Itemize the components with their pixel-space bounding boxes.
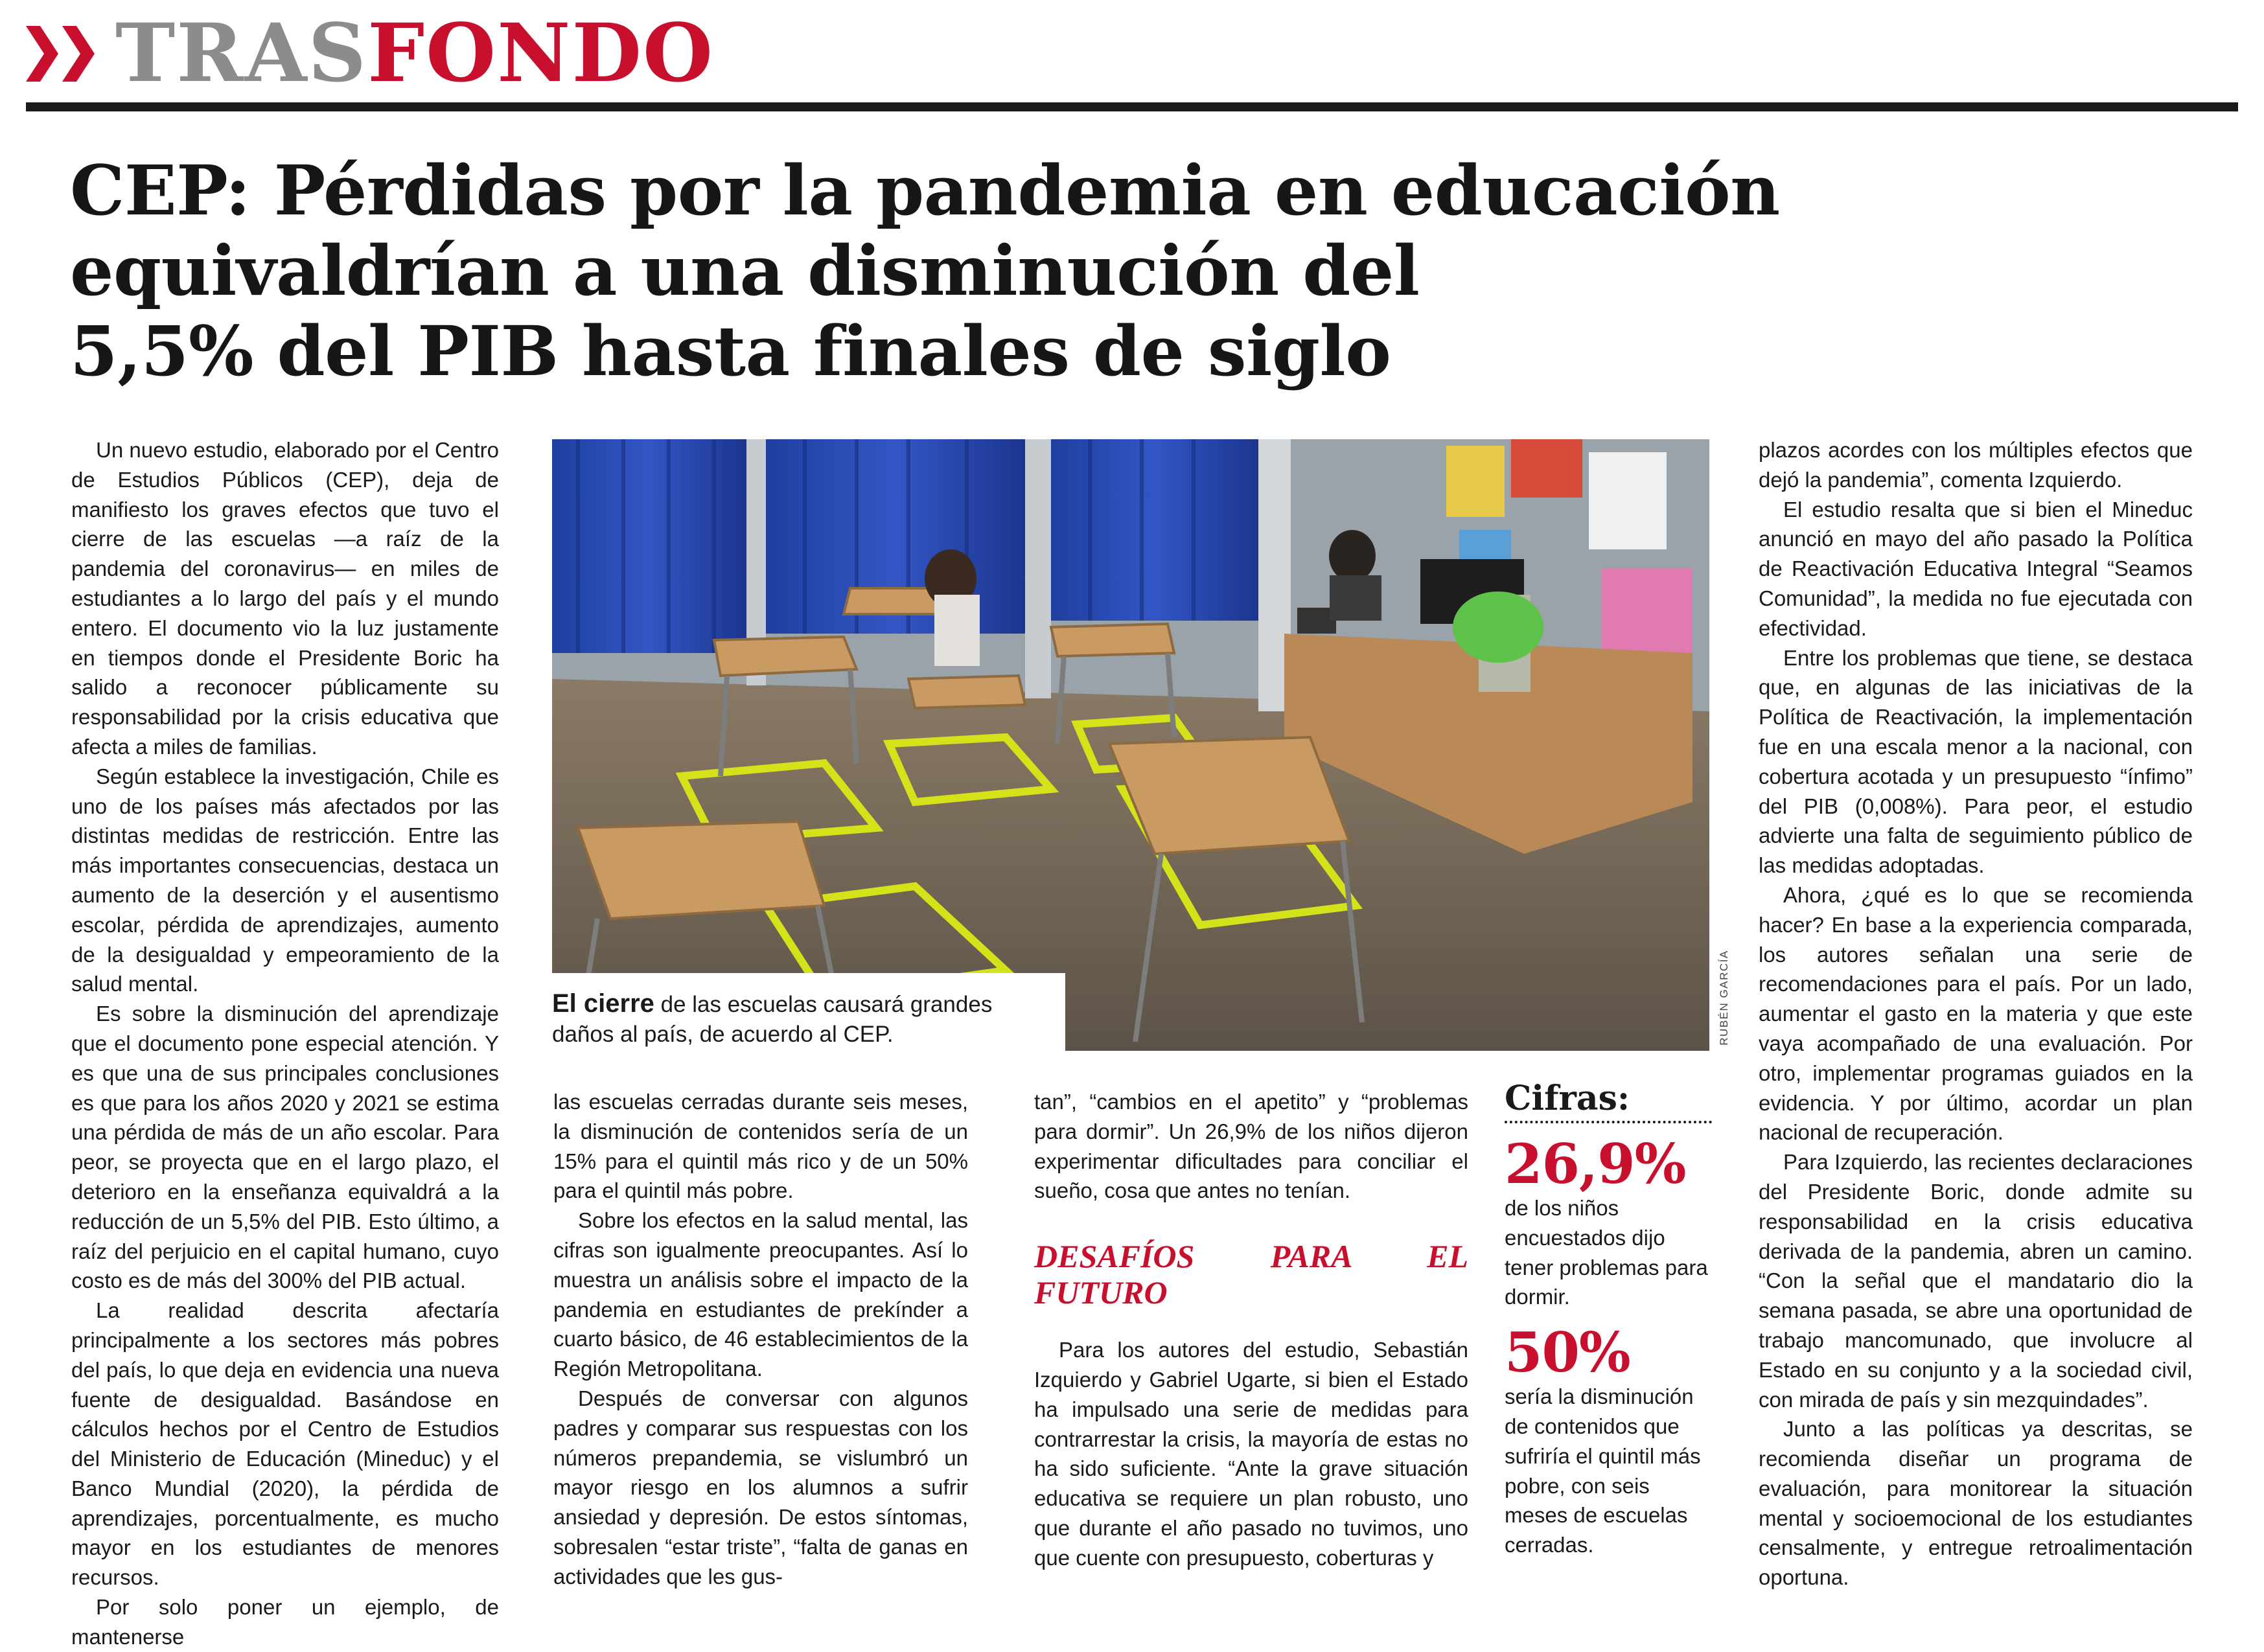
stat-description: sería la disminución de contenidos que sufriría el quintil más pobre, con seis meses de escuelas cerradas. xyxy=(1505,1384,1701,1557)
classroom-photo xyxy=(552,439,1709,1051)
paragraph: plazos acordes con los múltiples efectos que dejó la pandemia”, comenta Izquierdo. xyxy=(1759,438,2193,492)
body-column-1 xyxy=(71,435,499,1652)
paragraph: Según establece la investigación, Chile es uno de los países más afectados por las distintas medidas de restricción. Entre las más importantes consecuencias, destaca un aumento de la deserción y el ausentismo escolar, pérdida de aprendizajes, aumento de la desigualdad y empeoramiento de la salud mental. xyxy=(71,764,499,996)
photo-credit-text: RUBÉN GARCÍA xyxy=(1718,950,1730,1046)
paragraph: Por solo poner un ejemplo, de mantenerse xyxy=(71,1595,499,1649)
stat-value: 26,9% xyxy=(1505,1132,1686,1196)
headline xyxy=(70,150,1949,391)
paragraph: Entre los problemas que tiene, se destaca que, en algunas de las iniciativas de la Política de Reactivación, la implementación fue en una escala menor a la nacional, con cobertura acotada y un presupuesto “ínfimo” del PIB (0,008%). Para peor, el estudio advierte una falta de seguimiento público de las medidas adoptadas. xyxy=(1759,645,2193,878)
section-title-gray: TRAS xyxy=(115,6,368,100)
paragraph: Después de conversar con algunos padres y comparar sus respuestas con los números prepandemia, se vislumbró un mayor riesgo en los alumnos a sufrir ansiedad y depresión. De estos síntomas, sobresalen “estar triste”, “falta de ganas en actividades que les gus- xyxy=(553,1386,968,1589)
headline-line: CEP: Pérdidas por la pandemia en educación xyxy=(70,150,1780,231)
paragraph: Ahora, ¿qué es lo que se recomienda hacer? En base a la experiencia comparada, los autores señalan una serie de recomendaciones para el país. Por un lado, aumentar el gasto en la materia y que este vaya acompañado de una evaluación. Por otro, implementar programas guiados en la evidencia. Y por último, acordar un plan nacional de recuperación. xyxy=(1759,882,2193,1145)
body-column-3 xyxy=(1034,1087,1468,1573)
paragraph: Sobre los efectos en la salud mental, las cifras son igualmente preocupantes. Así lo muestra un análisis sobre el impacto de la pandemia en estudiantes de prekínder a cuarto básico, de 46 establecimientos de la Región Metropolitana. xyxy=(553,1208,968,1381)
paragraph: La realidad descrita afectaría principalmente a los sectores más pobres del país, lo que deja en evidencia una nueva fuente de desigualdad. Basándose en cálculos hechos por el Centro de Estudios del Ministerio de Educación (Mineduc) y el Banco Mundial (2020), la pérdida de aprendizajes, porcentualmente, es mucho mayor en los estudiantes de menores recursos. xyxy=(71,1298,499,1590)
stat-description: de los niños encuestados dijo tener problemas para dormir. xyxy=(1505,1196,1708,1309)
headline-line: 5,5% del PIB hasta finales de siglo xyxy=(70,310,1391,391)
paragraph: las escuelas cerradas durante seis meses, la disminución de contenidos sería de un 15% para el quintil más rico y de un 50% para el quintil más pobre. xyxy=(553,1090,968,1203)
section-title xyxy=(115,6,715,100)
cifras-title: Cifras: xyxy=(1505,1079,1630,1118)
body-column-5 xyxy=(1759,435,2193,1592)
photo-credit xyxy=(1715,952,1734,1050)
double-chevron-icon xyxy=(26,26,98,82)
body-column-2 xyxy=(553,1087,968,1592)
paragraph: Para los autores del estudio, Sebastián Izquierdo y Gabriel Ugarte, si bien el Estado ha impulsado una serie de medidas para contrarrestar la crisis, la mayoría de estas no ha sido suficiente. “Ante la grave situación educativa se requiere un plan robusto, uno que durante el año pasado no tuvimos, uno que cuente con presupuesto, coberturas y xyxy=(1034,1338,1468,1570)
caption-bold: El cierre xyxy=(552,989,654,1018)
dotted-divider xyxy=(1505,1121,1712,1123)
paragraph: tan”, “cambios en el apetito” y “problemas para dormir”. Un 26,9% de los niños dijeron experimentar dificultades para conciliar el sueño, cosa que antes no tenían. xyxy=(1034,1090,1468,1203)
paragraph: Un nuevo estudio, elaborado por el Centro de Estudios Públicos (CEP), deja de manifiesto los graves efectos que tuvo el cierre de las escuelas —a raíz de la pandemia del coronavirus— en miles de estudiantes a lo largo del país y el mundo entero. El documento vio la luz justamente en tiempos donde el Presidente Boric ha salido a reconocer públicamente su responsabilidad por la crisis educativa que afecta a miles de familias. xyxy=(71,438,499,759)
paragraph: Es sobre la disminución del aprendizaje que el documento pone especial atención. Y es que una de sus principales conclusiones es que para los años 2020 y 2021 se estima una pérdida de más de un año escolar. Para peor, se proyecta que en el largo plazo, el deterioro en la enseñanza equivaldrá a la reducción de un 5,5% del PIB. Esto último, a raíz del perjuicio en el capital humano, cuyo costo es de más del 300% del PIB actual. xyxy=(71,1002,499,1293)
cifras-box xyxy=(1505,1079,1711,1572)
photo-caption xyxy=(552,973,1065,1056)
paragraph: El estudio resalta que si bien el Mineduc anunció en mayo del año pasado la Política de Reactivación Educativa Integral “Seamos Comunidad”, la medida no fue ejecutada con efectividad. xyxy=(1759,497,2193,640)
paragraph: Para Izquierdo, las recientes declaraciones del Presidente Boric, donde admite su responsabilidad en la crisis educativa derivada de la pandemia, abren un camino. “Con la señal que el mandatario dio la semana pasada, se abre una oportunidad de trabajo mancomunado, que involucre al Estado en su conjunto y a la sociedad civil, con mirada de país y sin mezquindades”. xyxy=(1759,1150,2193,1412)
paragraph: Junto a las políticas ya descritas, se recomienda diseñar un programa de evaluación, para monitorear la situación mental y socioemocional de los estudiantes censalmente, y entregue retroalimentación oportuna. xyxy=(1759,1417,2193,1590)
section-title-red: FONDO xyxy=(367,6,715,100)
stat-value: 50% xyxy=(1505,1320,1630,1385)
section-header xyxy=(26,6,715,100)
subhead: DESAFÍOS PARA EL FUTURO xyxy=(1034,1238,1468,1311)
headline-line: equivaldrían a una disminución del xyxy=(70,230,1420,311)
header-rule xyxy=(26,102,2238,111)
caption-text: de las escuelas causará grandes daños al país, de acuerdo al CEP. xyxy=(552,992,993,1047)
